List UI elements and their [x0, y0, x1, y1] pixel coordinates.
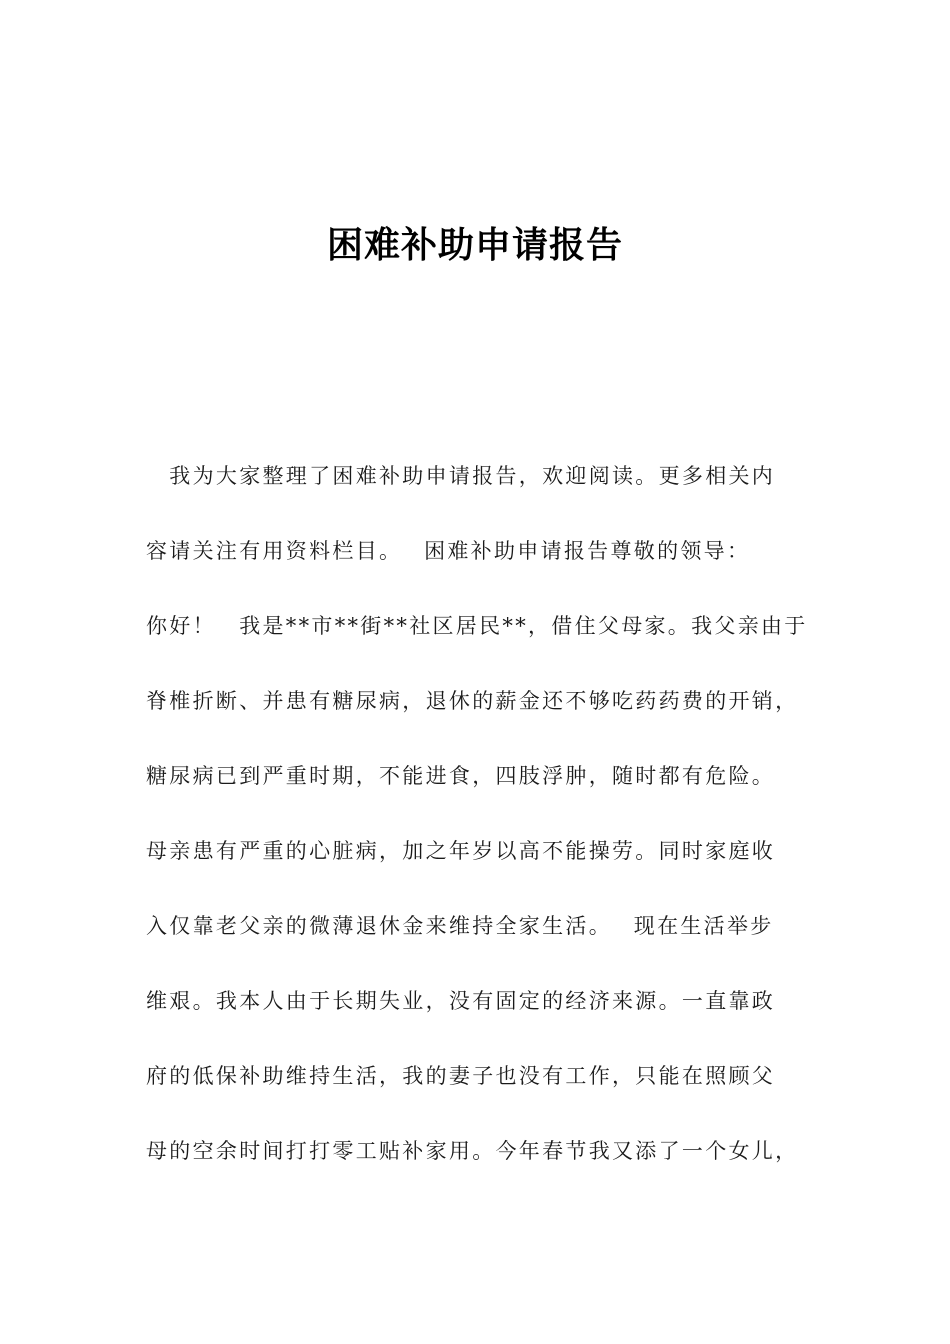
body-line-2: 容请关注有用资料栏目。 困难补助申请报告尊敬的领导：: [146, 539, 751, 563]
body-line-7: 入仅靠老父亲的微薄退休金来维持全家生活。 现在生活举步: [146, 914, 774, 938]
body-line-3: 你好！ 我是**市**街**社区居民**，借住父母家。我父亲由于: [146, 614, 808, 638]
body-line-6: 母亲患有严重的心脏病，加之年岁以高不能操劳。同时家庭收: [146, 839, 776, 863]
body-line-9: 府的低保补助维持生活，我的妻子也没有工作，只能在照顾父: [146, 1064, 776, 1088]
body-line-1: 我为大家整理了困难补助申请报告，欢迎阅读。更多相关内: [146, 464, 776, 488]
body-line-8: 维艰。我本人由于长期失业，没有固定的经济来源。一直靠政: [146, 989, 776, 1013]
document-title: 困难补助申请报告: [326, 225, 623, 266]
document-body: [146, 455, 826, 1205]
body-line-5: 糖尿病已到严重时期，不能进食，四肢浮肿，随时都有危险。: [146, 764, 776, 788]
body-line-10: 母的空余时间打打零工贴补家用。今年春节我又添了一个女儿，: [146, 1139, 799, 1163]
body-line-4: 脊椎折断、并患有糖尿病，退休的薪金还不够吃药药费的开销，: [146, 689, 799, 713]
